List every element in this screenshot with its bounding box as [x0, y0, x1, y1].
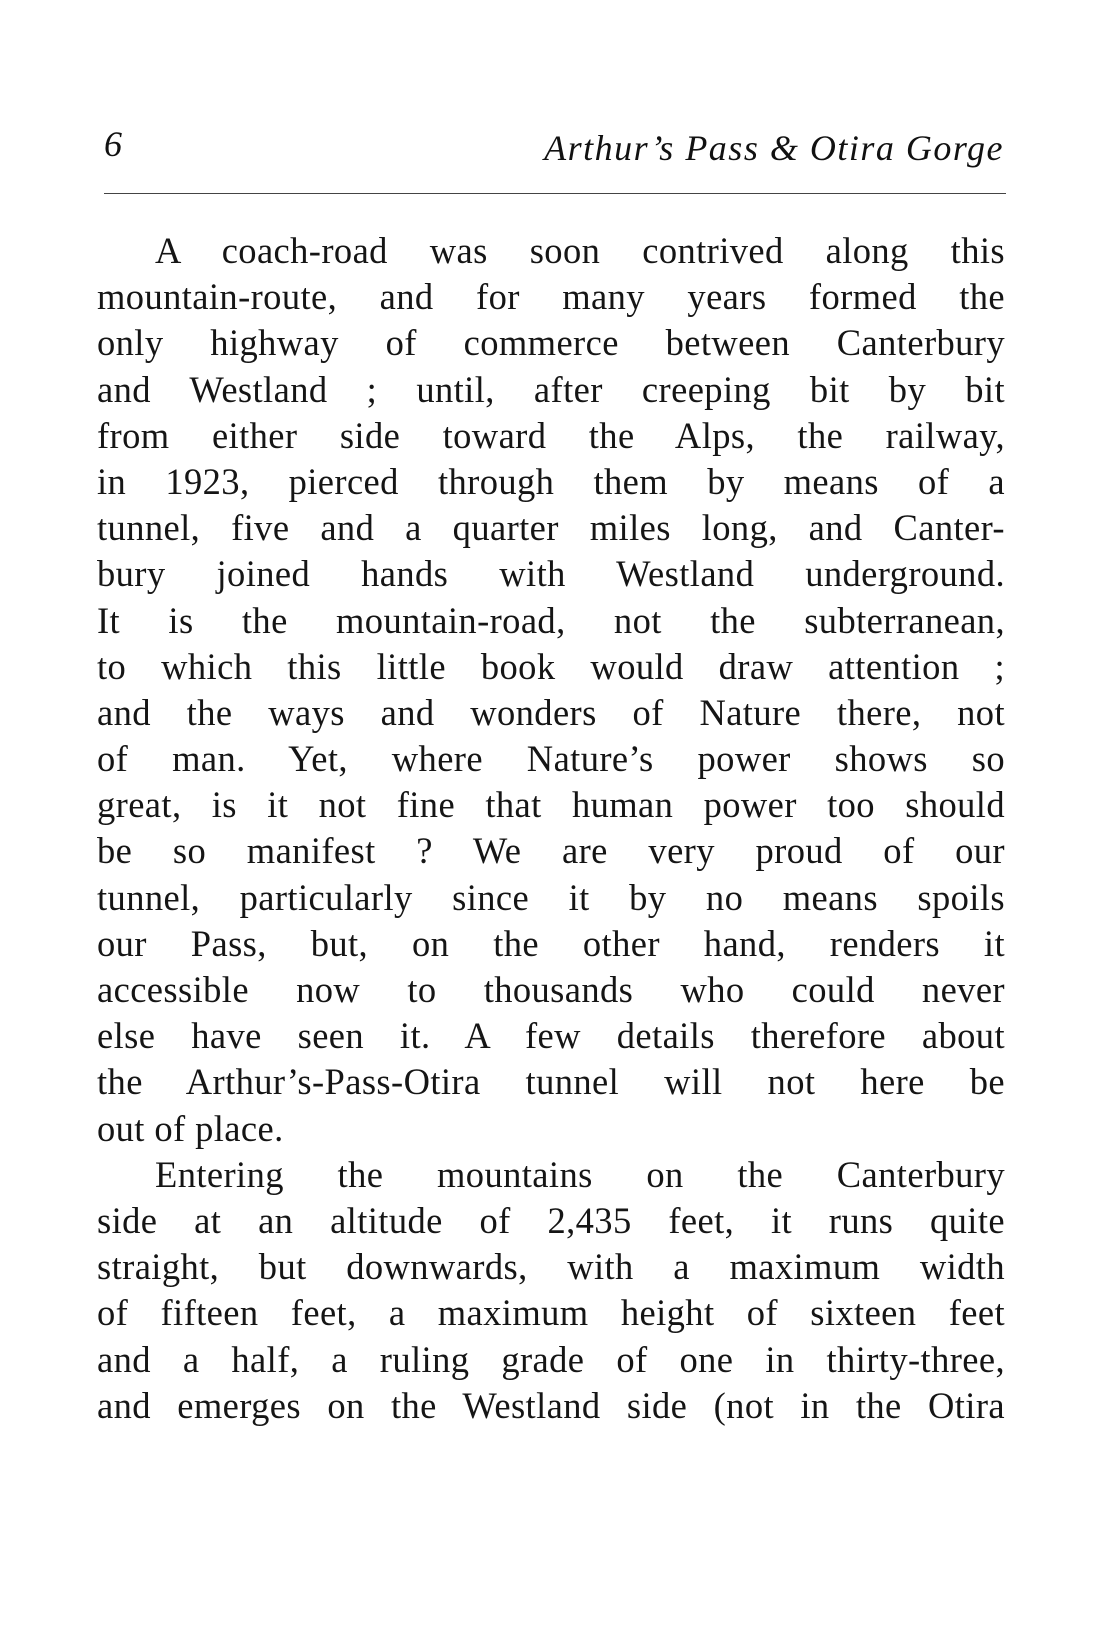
text-line: of fifteen feet, a maximum height of sixteen feet	[97, 1292, 1005, 1334]
text-line: else have seen it. A few details therefore about	[97, 1015, 1005, 1057]
text-line: tunnel, five and a quarter miles long, and Canter-	[97, 507, 1005, 549]
paragraph-2	[97, 1152, 1005, 1429]
text-line: and a half, a ruling grade of one in thirty-three,	[97, 1338, 1005, 1380]
text-line: in 1923, pierced through them by means of a	[97, 460, 1005, 502]
text-line: be so manifest ? We are very proud of our	[97, 830, 1005, 872]
text-line: and emerges on the Westland side (not in the Otira	[97, 1384, 1005, 1426]
text-line: only highway of commerce between Canterbury	[97, 322, 1005, 364]
text-line: A coach-road was soon contrived along this	[155, 230, 1005, 271]
text-line: our Pass, but, on the other hand, renders it	[97, 922, 1005, 964]
text-line: great, is it not fine that human power too should	[97, 784, 1005, 826]
text-line: from either side toward the Alps, the railway,	[97, 414, 1005, 456]
text-line: Entering the mountains on the Canterbury	[155, 1153, 1005, 1195]
text-line: It is the mountain-road, not the subterranean,	[97, 599, 1005, 641]
text-line: side at an altitude of 2,435 feet, it runs quite	[97, 1199, 1005, 1241]
text-line: of man. Yet, where Nature’s power shows so	[97, 738, 1005, 780]
text-line: mountain-route, and for many years formed the	[97, 276, 1005, 318]
page-number: 6	[104, 124, 122, 164]
text-line: straight, but downwards, with a maximum width	[97, 1246, 1005, 1288]
text-line: bury joined hands with Westland underground.	[97, 553, 1005, 595]
running-title: Arthur’s Pass & Otira Gorge	[544, 128, 1004, 168]
body-text	[97, 228, 1005, 1429]
header-rule	[104, 193, 1006, 194]
text-line: to which this little book would draw attention ;	[97, 645, 1005, 687]
text-line: the Arthur’s-Pass-Otira tunnel will not here be	[97, 1061, 1005, 1103]
text-line: and Westland ; until, after creeping bit by bit	[97, 368, 1005, 410]
text-line: out of place.	[97, 1107, 284, 1149]
text-line: accessible now to thousands who could never	[97, 969, 1005, 1010]
text-line: tunnel, particularly since it by no means spoils	[97, 876, 1005, 918]
text-line: and the ways and wonders of Nature there, not	[97, 691, 1005, 733]
page-header	[96, 122, 1006, 182]
paragraph-1	[97, 228, 1005, 1152]
